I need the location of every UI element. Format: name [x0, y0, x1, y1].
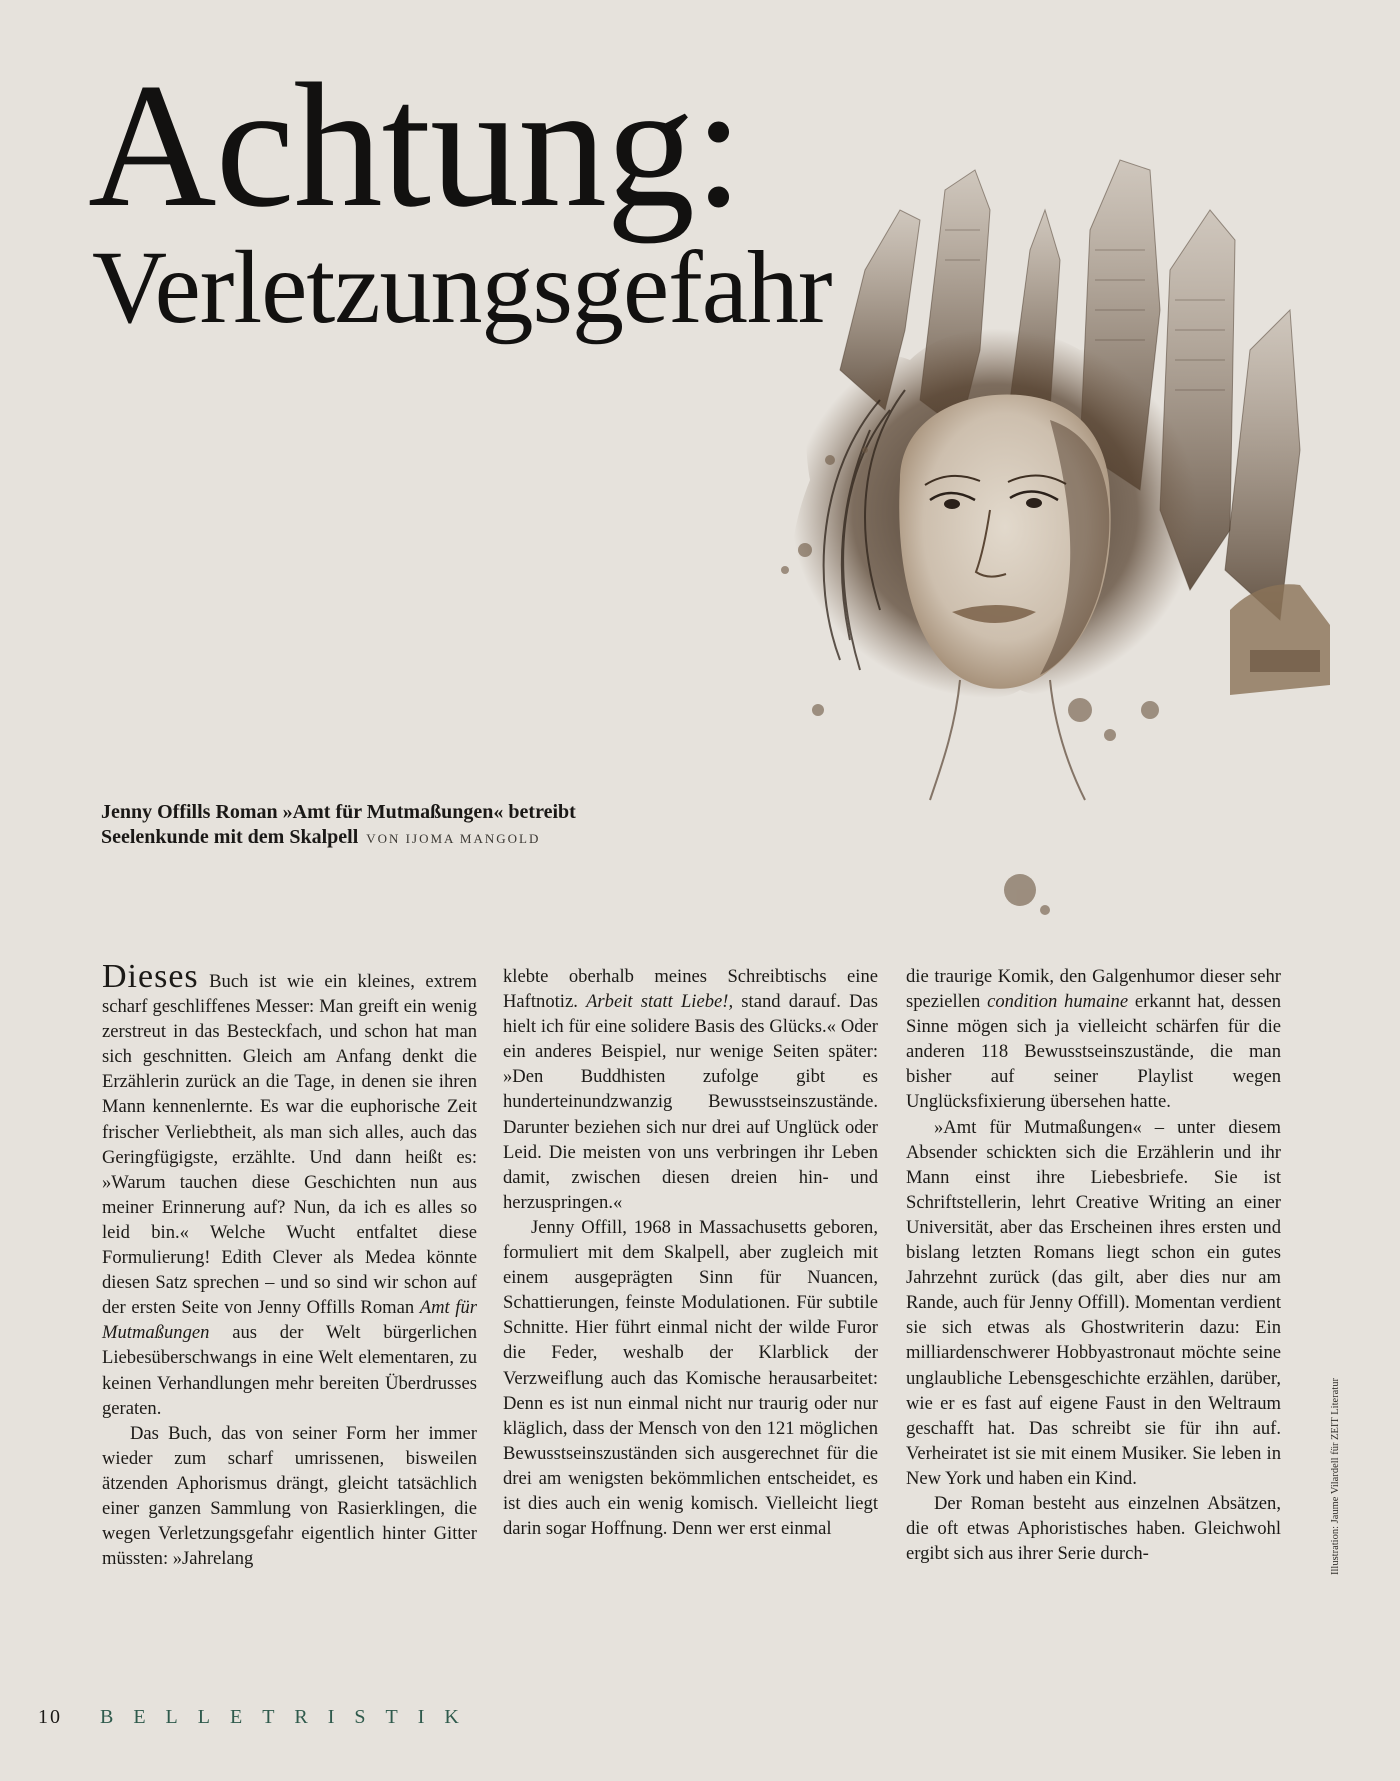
book-title-italic: Amt für Mutmaßungen: [102, 1297, 477, 1344]
col2-para2: Jenny Offill, 1968 in Massachusetts geboren, formuliert mit dem Skalpell, aber zugleich mit einem ausgeprägten Sinn für Nuancen, Schattierungen, feinste Modulationen. Für subtile Schnitte. Hier führt einmal nicht der wilde Furor die Feder, weshalb der Klarblick der Verzweiflung auch das Komische herausarbeitet: Denn es ist nun einmal nicht nur traurig oder nur kläglich, dass der Mensch von den 121 möglichen Bewusstseinszuständen sich ausgerechnet für die drei am wenigsten bekömmlichen entscheidet, es ist dies auch ein wenig komisch. Vielleicht liegt darin sogar Hoffnung. Denn wer erst einmal: [503, 1216, 878, 1540]
col3-para1-text-b: erkannt hat, dessen Sinne mögen sich ja vielleicht schärfen für die anderen 118 Bewusstseinszustände, die man bisher auf seiner Playlist wegen Unglücksfixierung übersehen hatte.: [906, 991, 1281, 1113]
col1-para1-text-a: Buch ist wie ein kleines, extrem scharf geschliffenes Messer: Man greift ein wenig zerstreut in das Besteckfach, und schon hat man sich geschnitten. Gleich am Anfang denkt die Erzählerin zurück an die Tage, in denen sie ihren Mann kennenlernte. Es war die euphorische Zeit frischer Verliebtheit, als man sich alles, auch das Geringfügigste, erzählte. Und dann heißt es: »Warum tauchen diese Geschichten nun aus meiner Erinnerung auf? Nun, da ich es alles so leid bin.« Welche Wucht entfaltet diese Formulierung! Edith Clever als Medea könnte diesen Satz sprechen – und so sind wir schon auf der ersten Seite von Jenny Offills Roman: [102, 971, 477, 1319]
col1-para2: Das Buch, das von seiner Form her immer wieder zum scharf umrissenen, bisweilen ätzenden Aphorismus drängt, gleicht tatsächlich einer ganzen Sammlung von Rasierklingen, die wegen Verletzungsgefahr eigentlich hinter Gitter müssten: »Jahrelang: [102, 1422, 477, 1570]
article-column-2: [503, 964, 878, 1541]
article-column-3: [906, 964, 1281, 1566]
byline: VON IJOMA MANGOLD: [366, 831, 541, 846]
subtitle-line-2: Seelenkunde mit dem Skalpell: [101, 826, 359, 848]
quote-italic: Arbeit statt Liebe!,: [586, 991, 734, 1013]
article-column-1: [102, 958, 477, 1571]
col3-para2: »Amt für Mutmaßungen« – unter diesem Absender schickten sich die Erzählerin und ihr Mann einst ihre Liebesbriefe. Sie ist Schriftstellerin, lehrt Creative Writing an einer Universität, aber das Erscheinen ihres ersten und bislang letzten Romans liegt schon ein gutes Jahrzehnt zurück (das gilt, aber dies nur am Rande, auch für Jenny Offill). Momentan verdient sie sich etwas als Ghostwriterin dazu: Ein milliardenschwerer Hobbyastronaut möchte seine unglaubliche Lebensgeschichte erzählen, darüber, wie er es fast auf eigene Faust in den Weltraum geschafft hat. Das schreibt sie für ihn auf. Verheiratet ist sie mit einem Musiker. Sie leben in New York und haben ein Kind.: [906, 1116, 1281, 1489]
headline-line-2: Verletzungsgefahr: [92, 230, 832, 345]
col1-para1-text-b: aus der Welt bürgerlichen Liebesüberschwangs in eine Welt elementaren, zu keinen Verhandlungen mehr bereiten Überdrusses geraten.: [102, 1322, 477, 1419]
headline-line-1: Achtung:: [88, 46, 743, 244]
article-subtitle: [101, 800, 661, 851]
col3-para3: Der Roman besteht aus einzelnen Absätzen, die oft etwas Aphoristisches haben. Gleichwohl ergibt sich aus ihrer Serie durch-: [906, 1492, 1281, 1565]
subtitle-line-1: Jenny Offills Roman »Amt für Mutmaßungen« betreibt: [101, 801, 576, 823]
col2-para1-text-a: klebte oberhalb meines Schreibtischs eine Haftnotiz.: [503, 966, 878, 1013]
condition-humaine-italic: condition humaine: [987, 991, 1129, 1013]
col2-para1-text-b: stand darauf. Das hielt ich für eine solidere Basis des Glücks.« Oder ein anderes Beispiel, nur wenige Seiten später: »Den Buddhisten zufolge gibt es hunderteinundzwanzig Bewusstseinszustände. Darunter beziehen sich nur drei auf Unglück oder Leid. Die meisten von uns verbringen ihr Leben damit, zwischen diesen dreien hin- und herzuspringen.«: [503, 991, 878, 1213]
portrait-illustration-icon: [690, 150, 1330, 960]
page-number: 10: [38, 1706, 62, 1728]
lead-word: Dieses: [102, 958, 199, 995]
illustration-credit-text: Illustration: Jaume Vilardell für ZEIT Literatur: [1330, 1378, 1341, 1575]
col3-para1-text-a: die traurige Komik, den Galgenhumor dieser sehr speziellen: [906, 966, 1281, 1013]
section-label: BELLETRISTIK: [100, 1706, 479, 1728]
